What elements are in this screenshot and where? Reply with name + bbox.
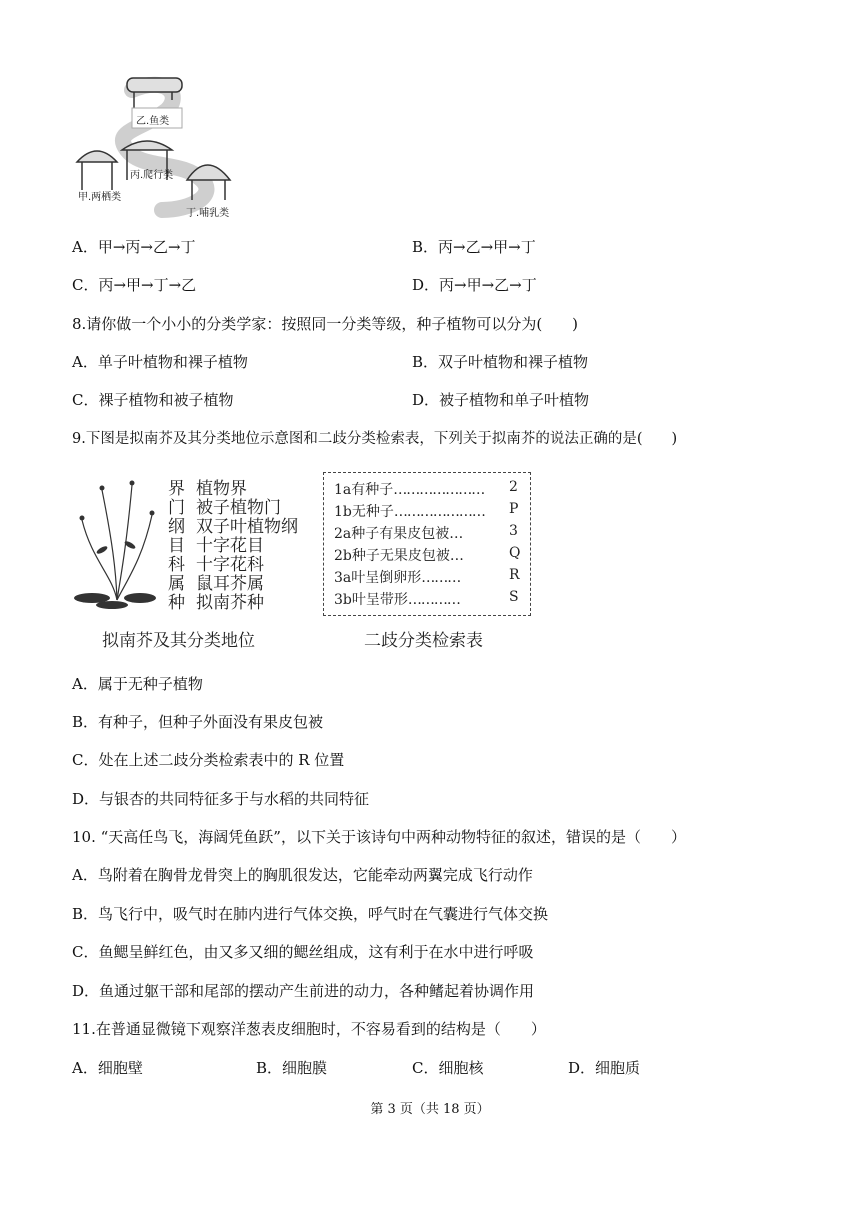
key-result: 3 bbox=[509, 523, 518, 539]
label-ding: 丁.哺乳类 bbox=[186, 208, 230, 219]
key-line bbox=[334, 545, 521, 565]
arabidopsis-figure bbox=[72, 470, 167, 615]
evolution-figure bbox=[72, 70, 252, 220]
tax-name: 十字花科 bbox=[196, 555, 264, 575]
q8-option-d: D．被子植物和单子叶植物 bbox=[412, 391, 590, 409]
q10-option-b: B．鸟飞行中，吸气时在肺内进行气体交换，呼气时在气囊进行气体交换 bbox=[72, 905, 549, 923]
key-line bbox=[334, 523, 518, 543]
key-dots: ………………… bbox=[393, 482, 485, 498]
q9-option-b: B．有种子，但种子外面没有果皮包被 bbox=[72, 713, 324, 731]
tax-rank: 目 bbox=[168, 536, 185, 556]
caption-left: 拟南芥及其分类地位 bbox=[102, 631, 255, 651]
q10-stem: 10. “天高任鸟飞，海阔凭鱼跃”，以下关于该诗句中两种动物特征的叙述，错误的是（ ） bbox=[72, 828, 686, 846]
key-result: 2 bbox=[509, 479, 518, 495]
key-result: R bbox=[509, 567, 520, 583]
q8-option-a: A．单子叶植物和裸子植物 bbox=[72, 353, 248, 371]
q7-option-c: C．丙→甲→丁→乙 bbox=[72, 276, 197, 294]
q11-option-a: A．细胞壁 bbox=[72, 1059, 143, 1077]
key-dots: ………… bbox=[407, 592, 460, 608]
q9-option-c: C．处在上述二歧分类检索表中的 R 位置 bbox=[72, 751, 345, 769]
page-footer: 第 3 页（共 18 页） bbox=[370, 1102, 490, 1117]
tax-rank: 科 bbox=[168, 555, 185, 575]
key-item: 2b种子无果皮包被 bbox=[334, 548, 450, 564]
key-line bbox=[334, 479, 518, 499]
q7-option-b: B．丙→乙→甲→丁 bbox=[412, 238, 536, 256]
key-item: 1a有种子 bbox=[334, 482, 394, 498]
q11-stem: 11.在普通显微镜下观察洋葱表皮细胞时，不容易看到的结构是（ ） bbox=[72, 1020, 546, 1038]
tax-name: 植物界 bbox=[196, 479, 247, 499]
key-result: S bbox=[509, 589, 519, 605]
tax-rank: 种 bbox=[168, 593, 185, 613]
key-dots: … bbox=[449, 548, 463, 564]
tax-rank: 门 bbox=[168, 498, 185, 518]
key-dots: ………………… bbox=[393, 504, 485, 520]
taxonomy-list bbox=[168, 474, 318, 614]
q9-stem: 9.下图是拟南芥及其分类地位示意图和二歧分类检索表，下列关于拟南芥的说法正确的是( ) bbox=[72, 431, 678, 447]
dichotomous-key-box bbox=[323, 472, 531, 616]
tax-name: 被子植物门 bbox=[196, 498, 281, 518]
q8-stem: 8.请你做一个小小的分类学家：按照同一分类等级，种子植物可以分为( ) bbox=[72, 315, 579, 333]
label-jia: 甲.两栖类 bbox=[78, 192, 122, 203]
q10-option-d: D．鱼通过躯干部和尾部的摆动产生前进的动力，各种鳍起着协调作用 bbox=[72, 982, 535, 1000]
q8-option-c: C．裸子植物和被子植物 bbox=[72, 391, 234, 409]
key-item: 2a种子有果皮包被 bbox=[334, 526, 450, 542]
q10-option-a: A．鸟附着在胸骨龙骨突上的胸肌很发达，它能牵动两翼完成飞行动作 bbox=[72, 866, 533, 884]
key-item: 3b叶呈带形 bbox=[334, 592, 408, 608]
arabidopsis-drawing bbox=[72, 470, 167, 615]
q11-option-d: D．细胞质 bbox=[568, 1059, 641, 1077]
key-line bbox=[334, 567, 520, 587]
q9-option-a: A．属于无种子植物 bbox=[72, 675, 203, 693]
q11-option-b: B．细胞膜 bbox=[256, 1059, 328, 1077]
q7-option-d: D．丙→甲→乙→丁 bbox=[412, 276, 537, 294]
q11-option-c: C．细胞核 bbox=[412, 1059, 484, 1077]
key-item: 3a叶呈倒卵形 bbox=[334, 570, 422, 586]
tax-name: 鼠耳芥属 bbox=[196, 574, 264, 594]
tax-rank: 界 bbox=[168, 479, 185, 499]
tax-rank: 属 bbox=[168, 574, 185, 594]
q10-option-c: C．鱼鳃呈鲜红色，由又多又细的鳃丝组成，这有利于在水中进行呼吸 bbox=[72, 943, 534, 961]
label-bing: 丙.爬行类 bbox=[130, 170, 174, 181]
key-line bbox=[334, 501, 519, 521]
tax-name: 双子叶植物纲 bbox=[196, 517, 298, 537]
key-dots: ……… bbox=[421, 570, 461, 586]
q7-option-a: A．甲→丙→乙→丁 bbox=[72, 238, 196, 256]
tax-row-species bbox=[168, 588, 264, 613]
key-line bbox=[334, 589, 519, 609]
tax-name: 拟南芥种 bbox=[196, 593, 264, 613]
key-dots: … bbox=[449, 526, 463, 542]
tax-rank: 纲 bbox=[168, 517, 185, 537]
q9-option-d: D．与银杏的共同特征多于与水稻的共同特征 bbox=[72, 790, 370, 808]
label-yi: 乙.鱼类 bbox=[136, 116, 170, 127]
q8-option-b: B．双子叶植物和裸子植物 bbox=[412, 353, 589, 371]
key-result: Q bbox=[509, 545, 521, 561]
tax-name: 十字花目 bbox=[196, 536, 264, 556]
key-item: 1b无种子 bbox=[334, 504, 394, 520]
caption-right: 二歧分类检索表 bbox=[364, 631, 483, 651]
key-result: P bbox=[509, 501, 519, 517]
